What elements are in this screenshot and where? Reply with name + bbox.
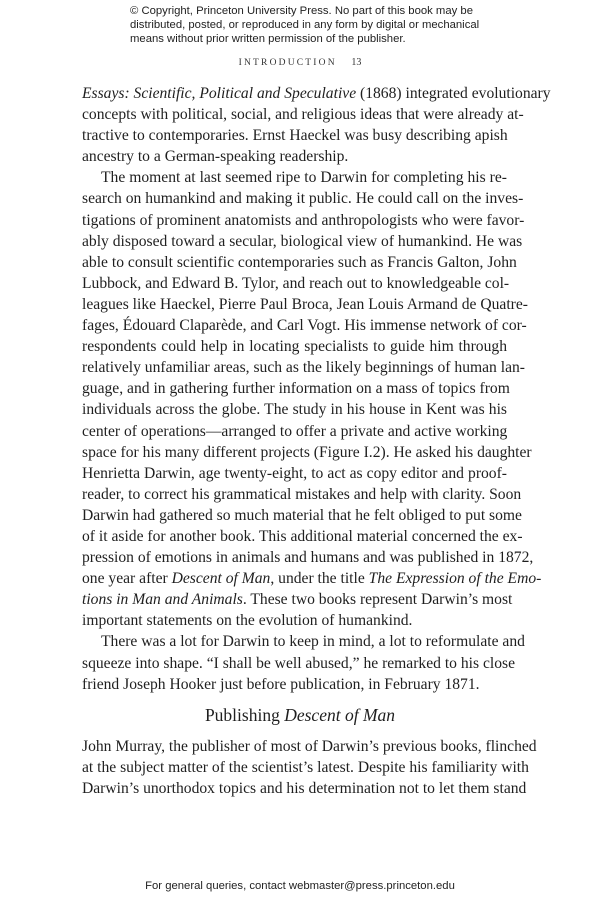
text-line [82, 463, 507, 484]
text-segment: leagues like Haeckel, Pierre Paul Broca, Jean Louis Armand de Quatre- [82, 295, 528, 313]
text-segment: reader, to correct his grammatical mistakes and help with clarity. Soon [82, 485, 522, 503]
section-heading-title: Descent of Man [284, 705, 396, 725]
running-head-title: INTRODUCTION [238, 58, 337, 68]
text-line [82, 757, 529, 778]
text-segment: center of operations—arranged to offer a private and active working [82, 422, 508, 440]
text-segment: relatively unfamiliar areas, such as the likely beginnings of human lan- [82, 359, 525, 377]
text-segment: squeeze into shape. “I shall be well abused,” he remarked to his close [82, 654, 516, 672]
text-segment: tractive to contemporaries. Ernst Haeckel was busy describing apish [82, 127, 508, 145]
text-line [82, 568, 542, 589]
section-heading-prefix: Publishing [204, 705, 285, 725]
text-line [82, 442, 532, 463]
text-segment: individuals across the globe. The study in his house in Kent was his [82, 401, 507, 419]
italic-text: Essays: Scientific, Political and Speculative [82, 85, 357, 102]
text-segment: able to consult scientific contemporaries such as Francis Galton, John [82, 253, 517, 271]
text-line [82, 484, 522, 505]
copyright-line: means without prior written permission of the publisher. [130, 33, 406, 45]
text-line [82, 210, 525, 231]
text-segment: The moment at last seemed ripe to Darwin for completing his re- [101, 169, 507, 187]
copyright-line: © Copyright, Princeton University Press. No part of this book may be [130, 5, 473, 17]
text-segment: space for his many different projects (Figure I.2). He asked his daughter [82, 443, 532, 461]
copyright-line: distributed, posted, or reproduced in any form by digital or mechanical [130, 19, 480, 31]
text-segment: Darwin had gathered so much material that he felt obliged to put some [82, 506, 522, 524]
text-line [82, 610, 507, 631]
italic-text: The Expression of the Emo- [368, 570, 542, 588]
text-line [82, 315, 527, 336]
section-heading [0, 705, 600, 726]
text-line [82, 589, 513, 610]
text-line [82, 421, 507, 442]
text-segment: There was a lot for Darwin to keep in mind, a lot to reformulate and [101, 633, 525, 651]
text-line [82, 294, 528, 315]
text-segment: concepts with political, social, and religious ideas that were already at- [82, 106, 524, 124]
text-segment: Darwin’s unorthodox topics and his determination not to let them stand [82, 780, 527, 798]
text-line [82, 778, 527, 799]
footer-contact: For general queries, contact webmaster@press.princeton.edu [145, 880, 455, 892]
text-segment: pression of emotions in animals and humans and was published in 1872, [82, 549, 534, 567]
text-segment: of it aside for another book. This additional material concerned the ex- [82, 527, 523, 545]
text-segment: important statements on the evolution of humankind. [82, 612, 413, 630]
text-segment: search on humankind and making it public. He could call on the inves- [82, 190, 524, 208]
text-line [82, 653, 516, 674]
text-line [82, 336, 507, 357]
text-segment: respondents could help in locating specialists to guide him through [82, 338, 507, 356]
text-line [82, 674, 507, 695]
text-segment: Lubbock, and Edward B. Tylor, and reach out to knowledgeable col- [82, 274, 510, 292]
text-line [82, 273, 510, 294]
text-segment: Henrietta Darwin, age twenty-eight, to act as copy editor and proof- [82, 464, 507, 482]
text-segment: (1868) integrated evolutionary [356, 85, 551, 102]
text-segment: one year after [82, 570, 172, 588]
text-line [82, 188, 524, 209]
page-number: 13 [351, 57, 362, 68]
text-line [82, 357, 525, 378]
text-line [82, 83, 551, 104]
running-head [0, 57, 600, 68]
paragraph [82, 631, 525, 694]
text-segment: John Murray, the publisher of most of Darwin’s previous books, flinched [82, 738, 537, 755]
text-segment: . These two books represent Darwin’s most [242, 591, 513, 609]
copyright-notice [130, 4, 490, 46]
text-segment: ably disposed toward a secular, biological view of humankind. He was [82, 232, 523, 250]
text-segment: , under the title [270, 570, 369, 588]
italic-text: tions in Man and Animals [82, 591, 243, 609]
section-body-text [82, 736, 537, 799]
text-segment: friend Joseph Hooker just before publication, in February 1871. [82, 675, 480, 693]
paragraph [82, 736, 537, 799]
text-line [82, 631, 525, 652]
text-line [82, 526, 523, 547]
paragraph [82, 167, 542, 631]
text-line [82, 736, 537, 757]
text-line [82, 146, 507, 167]
text-line [82, 231, 523, 252]
text-line [82, 378, 510, 399]
text-segment: ancestry to a German-speaking readership. [82, 148, 349, 166]
text-segment: fages, Édouard Claparède, and Carl Vogt. His immense network of cor- [82, 317, 527, 335]
text-line [82, 547, 534, 568]
body-text [82, 83, 551, 695]
text-line [82, 104, 524, 125]
text-segment: at the subject matter of the scientist’s latest. Despite his familiarity with [82, 759, 529, 777]
text-line [82, 252, 517, 273]
text-line [82, 125, 507, 146]
text-line [82, 167, 507, 188]
text-segment: guage, and in gathering further information on a mass of topics from [82, 380, 510, 398]
paragraph [82, 83, 551, 167]
text-line [82, 399, 507, 420]
italic-text: Descent of Man [171, 570, 271, 588]
text-line [82, 505, 522, 526]
text-segment: tigations of prominent anatomists and anthropologists who were favor- [82, 211, 525, 229]
